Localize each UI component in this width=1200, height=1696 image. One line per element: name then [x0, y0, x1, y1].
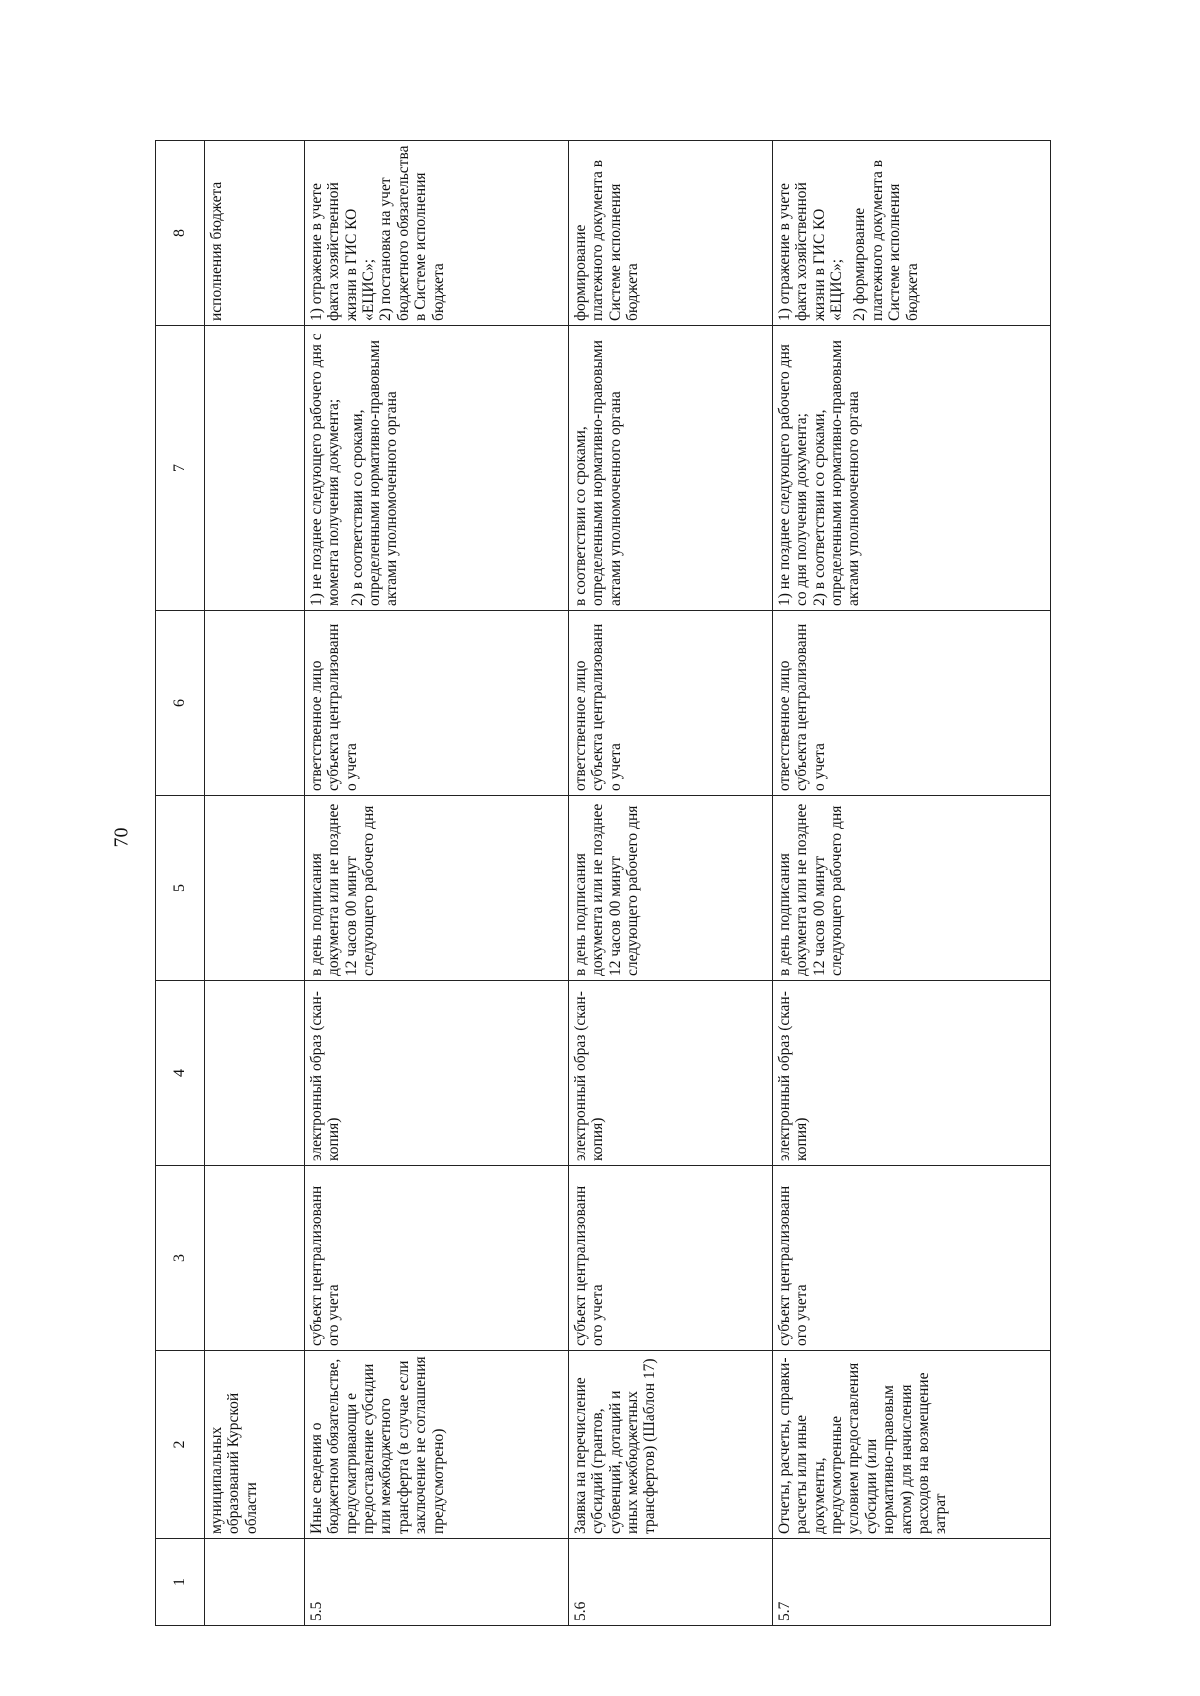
table-cell: [205, 796, 305, 981]
column-header: 8: [156, 141, 205, 326]
document-table-container: [155, 141, 1029, 1626]
processing-deadline-cell: [305, 326, 569, 611]
processing-deadline-item: 2) в соответствии со сроками, определенными нормативно-правовыми актами уполномоченного органа: [348, 340, 401, 606]
table-cell: [205, 611, 305, 796]
table-cell: муниципальных образований Курской области: [205, 1351, 305, 1539]
column-header: 7: [156, 326, 205, 611]
action-cell: [569, 141, 773, 326]
processing-deadline-item: 1) не позднее следующего рабочего дня со дня получения документа;: [776, 344, 811, 606]
submission-deadline-cell: в день подписания документа или не позднее 12 часов 00 минут следующего рабочего дня: [305, 796, 569, 981]
table-row: [773, 141, 1051, 1626]
action-item: формирование платежного документа в Системе исполнения бюджета: [572, 159, 642, 321]
table-cell: [205, 981, 305, 1166]
row-number: 5.5: [305, 1539, 569, 1626]
action-item: 1) отражение в учете факта хозяйственной жизни в ГИС КО «ЕЦИС»;: [308, 182, 378, 321]
action-item: 2) постановка на учет бюджетного обязательства в Системе исполнения бюджета: [377, 145, 447, 321]
row-number: 5.6: [569, 1539, 773, 1626]
document-name-cell: Заявка на перечисление субсидий (грантов, субвенций, дотаций и иных межбюджетных трансфертов) (Шаблон 17): [569, 1351, 773, 1539]
created-by-cell: субъект централизованн ого учета: [569, 1166, 773, 1351]
action-item: 1) отражение в учете факта хозяйственной жизни в ГИС КО «ЕЦИС»;: [776, 182, 846, 321]
created-by-cell: субъект централизованн ого учета: [773, 1166, 1051, 1351]
submission-deadline-cell: в день подписания документа или не позднее 12 часов 00 минут следующего рабочего дня: [569, 796, 773, 981]
table-cell: [205, 1166, 305, 1351]
header-row: [156, 141, 205, 1626]
table-row-continuation: [205, 141, 305, 1626]
processing-deadline-item: в соответствии со сроками, определенными нормативно-правовыми актами уполномоченного органа: [572, 340, 624, 606]
column-header: 5: [156, 796, 205, 981]
column-header: 4: [156, 981, 205, 1166]
column-header: 6: [156, 611, 205, 796]
processing-deadline-cell: [569, 326, 773, 611]
responsible-person-cell: ответственное лицо субъекта централизованн о учета: [569, 611, 773, 796]
table-row: [569, 141, 773, 1626]
page-number: 70: [110, 827, 133, 848]
row-number: 5.7: [773, 1539, 1051, 1626]
format-cell: электронный образ (скан-копия): [305, 981, 569, 1166]
table-cell: [205, 326, 305, 611]
table-row: [305, 141, 569, 1626]
document-name-cell: Отчеты, расчеты, справки-расчеты или иные документы, предусмотренные условием предоставления субсидии (или нормативно-правовым актом) для начисления расходов на возмещение затрат: [773, 1351, 1051, 1539]
column-header: 1: [156, 1539, 205, 1626]
responsible-person-cell: ответственное лицо субъекта централизованн о учета: [773, 611, 1051, 796]
column-header: 3: [156, 1166, 205, 1351]
processing-deadline-cell: [773, 326, 1051, 611]
action-cell: [773, 141, 1051, 326]
format-cell: электронный образ (скан-копия): [773, 981, 1051, 1166]
table-cell: исполнения бюджета: [205, 141, 305, 326]
document-table: [155, 140, 1051, 1626]
processing-deadline-item: 2) в соответствии со сроками, определенными нормативно-правовыми актами уполномоченного органа: [810, 340, 863, 606]
document-name-cell: Иные сведения о бюджетном обязательстве, предусматривающи е предоставление субсидии или межбюджетного трансферта (в случае если заключение не соглашения предусмотрено): [305, 1351, 569, 1539]
action-cell: [305, 141, 569, 326]
responsible-person-cell: ответственное лицо субъекта централизованн о учета: [305, 611, 569, 796]
table-cell: [205, 1539, 305, 1626]
column-header: 2: [156, 1351, 205, 1539]
format-cell: электронный образ (скан-копия): [569, 981, 773, 1166]
submission-deadline-cell: в день подписания документа или не позднее 12 часов 00 минут следующего рабочего дня: [773, 796, 1051, 981]
action-item: 2) формирование платежного документа в Системе исполнения бюджета: [851, 159, 921, 321]
processing-deadline-item: 1) не позднее следующего рабочего дня с момента получения документа;: [308, 333, 343, 606]
created-by-cell: субъект централизованн ого учета: [305, 1166, 569, 1351]
